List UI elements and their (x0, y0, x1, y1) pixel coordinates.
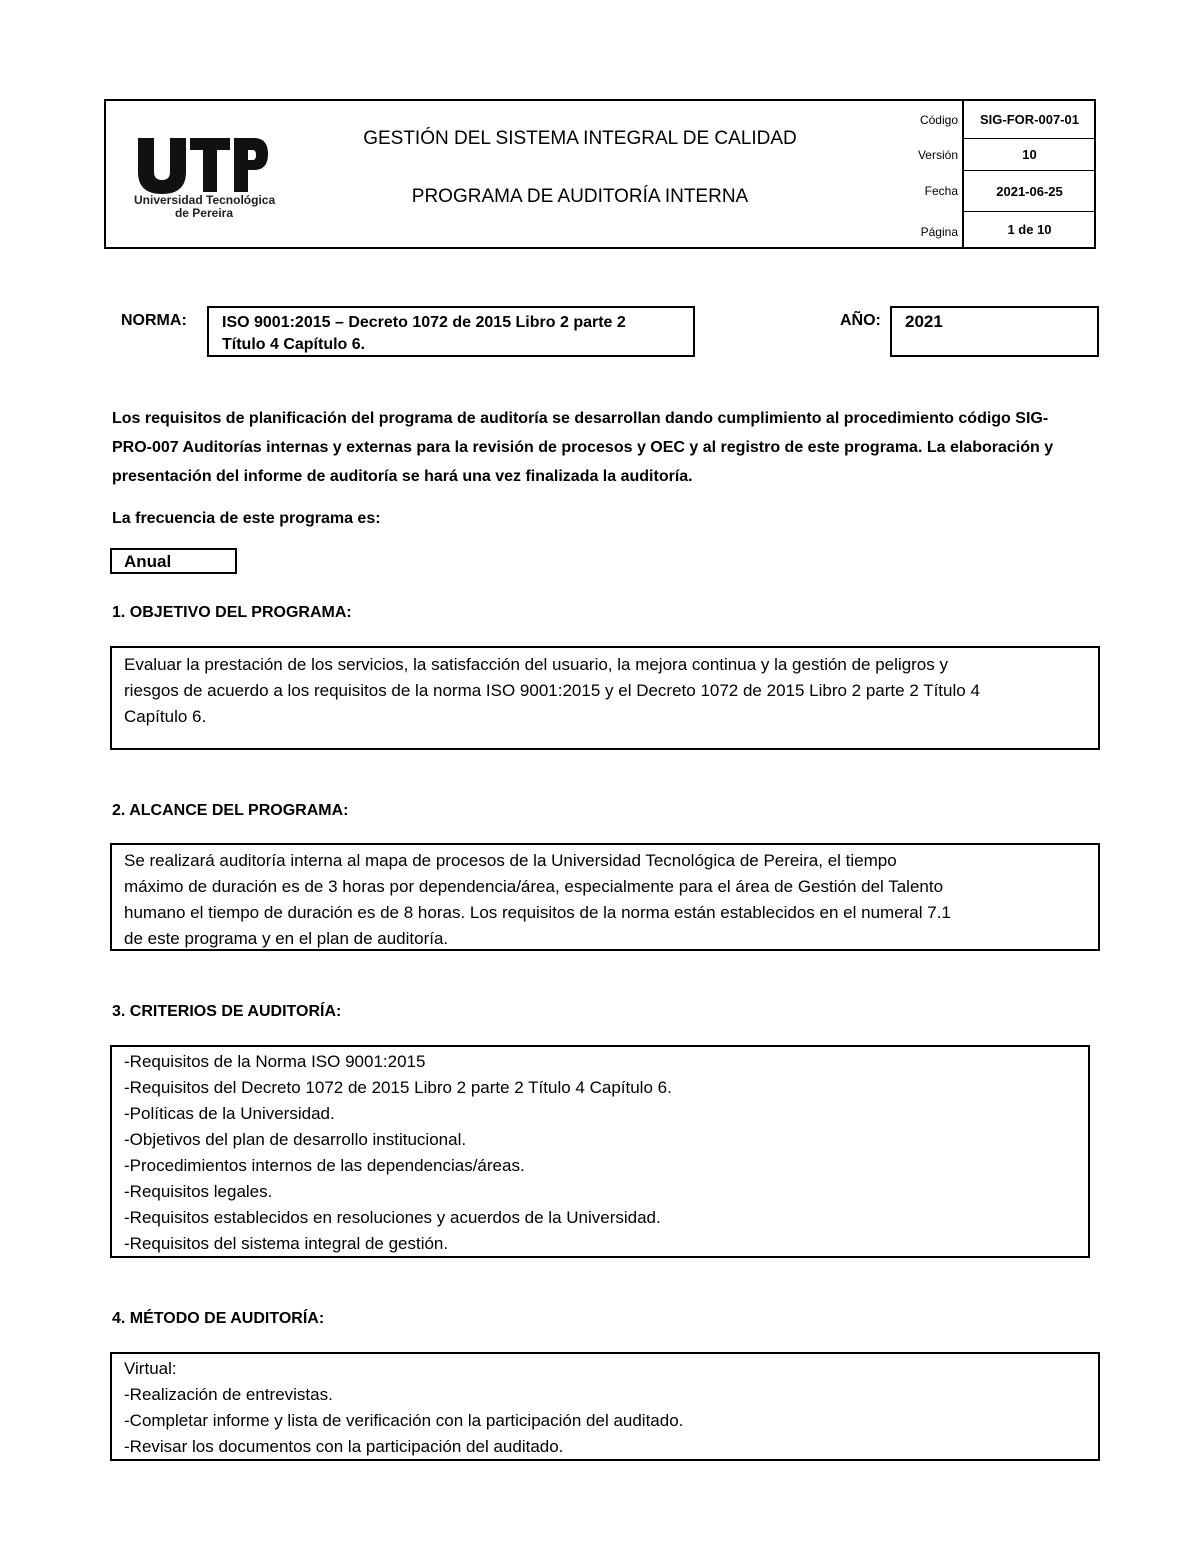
header-title: GESTIÓN DEL SISTEMA INTEGRAL DE CALIDAD (363, 128, 797, 149)
objetivo-line: riesgos de acuerdo a los requisitos de la norma ISO 9001:2015 y el Decreto 1072 de 2015 Libro 2 parte 2 Título 4 (124, 681, 980, 700)
criterio-item: -Requisitos establecidos en resoluciones y acuerdos de la Universidad. (124, 1208, 661, 1227)
meta-label-codigo: Código (919, 113, 958, 127)
meta-label-version: Versión (917, 148, 958, 162)
meta-label-fecha: Fecha (924, 184, 958, 198)
frecuencia-value: Anual (124, 552, 172, 571)
intro-paragraph (112, 404, 1053, 491)
norma-line2: Título 4 Capítulo 6. (222, 336, 366, 353)
criterio-item: -Requisitos de la Norma ISO 9001:2015 (124, 1052, 426, 1071)
meta-label-pagina: Página (920, 225, 958, 239)
objetivo-line: Evaluar la prestación de los servicios, la satisfacción del usuario, la mejora continua y la gestión de peligros y (124, 655, 948, 674)
utp-logo (134, 130, 274, 230)
criterio-item: -Objetivos del plan de desarrollo institucional. (124, 1130, 467, 1149)
objetivo-title: 1. OBJETIVO DEL PROGRAMA: (112, 604, 352, 621)
alcance-box (110, 843, 1100, 951)
metodo-item: -Completar informe y lista de verificación con la participación del auditado. (124, 1411, 684, 1430)
alcance-line: máximo de duración es de 3 horas por dependencia/área, especialmente para el área de Gestión del Talento (124, 877, 944, 896)
logo-text-line1: Universidad Tecnológica (134, 193, 276, 207)
anio-label: AÑO: (840, 312, 881, 329)
header-subtitle: PROGRAMA DE AUDITORÍA INTERNA (411, 186, 749, 207)
anio-box (890, 306, 1099, 357)
metodo-item: -Revisar los documentos con la participación del auditado. (124, 1437, 564, 1456)
intro-line: Los requisitos de planificación del programa de auditoría se desarrollan dando cumplimiento al procedimiento código SIG- (112, 410, 1049, 427)
criterio-item: -Requisitos del sistema integral de gestión. (124, 1234, 449, 1253)
meta-value-fecha: 2021-06-25 (962, 171, 1095, 212)
alcance-line: Se realizará auditoría interna al mapa de procesos de la Universidad Tecnológica de Pereira, el tiempo (124, 851, 897, 870)
alcance-title: 2. ALCANCE DEL PROGRAMA: (112, 802, 349, 819)
norma-line1: ISO 9001:2015 – Decreto 1072 de 2015 Libro 2 parte 2 (222, 314, 626, 331)
meta-value-pagina: 1 de 10 (962, 212, 1095, 247)
metodo-item: -Realización de entrevistas. (124, 1385, 333, 1404)
metodo-box (110, 1352, 1100, 1461)
norma-label: NORMA: (121, 312, 187, 329)
objetivo-line: Capítulo 6. (124, 707, 207, 726)
criterio-item: -Políticas de la Universidad. (124, 1104, 335, 1123)
norma-box (207, 306, 695, 357)
anio-value: 2021 (905, 312, 943, 331)
criterio-item: -Requisitos legales. (124, 1182, 273, 1201)
intro-line: presentación del informe de auditoría se hará una vez finalizada la auditoría. (112, 468, 693, 485)
criterios-title: 3. CRITERIOS DE AUDITORÍA: (112, 1003, 342, 1020)
intro-line: PRO-007 Auditorías internas y externas para la revisión de procesos y OEC y al registro de este programa. La elaboración y (112, 439, 1054, 456)
criterios-box (110, 1045, 1090, 1258)
alcance-line: de este programa y en el plan de auditoría. (124, 929, 449, 948)
metodo-item: Virtual: (124, 1359, 177, 1378)
logo-text-line2: de Pereira (174, 206, 234, 220)
frecuencia-label: La frecuencia de este programa es: (112, 510, 381, 527)
frecuencia-box (110, 548, 237, 574)
metodo-title: 4. MÉTODO DE AUDITORÍA: (112, 1310, 325, 1327)
criterio-item: -Requisitos del Decreto 1072 de 2015 Libro 2 parte 2 Título 4 Capítulo 6. (124, 1078, 672, 1097)
objetivo-box (110, 646, 1100, 750)
alcance-line: humano el tiempo de duración es de 8 horas. Los requisitos de la norma están establecidos en el numeral 7.1 (124, 903, 951, 922)
meta-value-codigo: SIG-FOR-007-01 (962, 101, 1095, 139)
meta-value-version: 10 (962, 139, 1095, 171)
criterio-item: -Procedimientos internos de las dependencias/áreas. (124, 1156, 525, 1175)
